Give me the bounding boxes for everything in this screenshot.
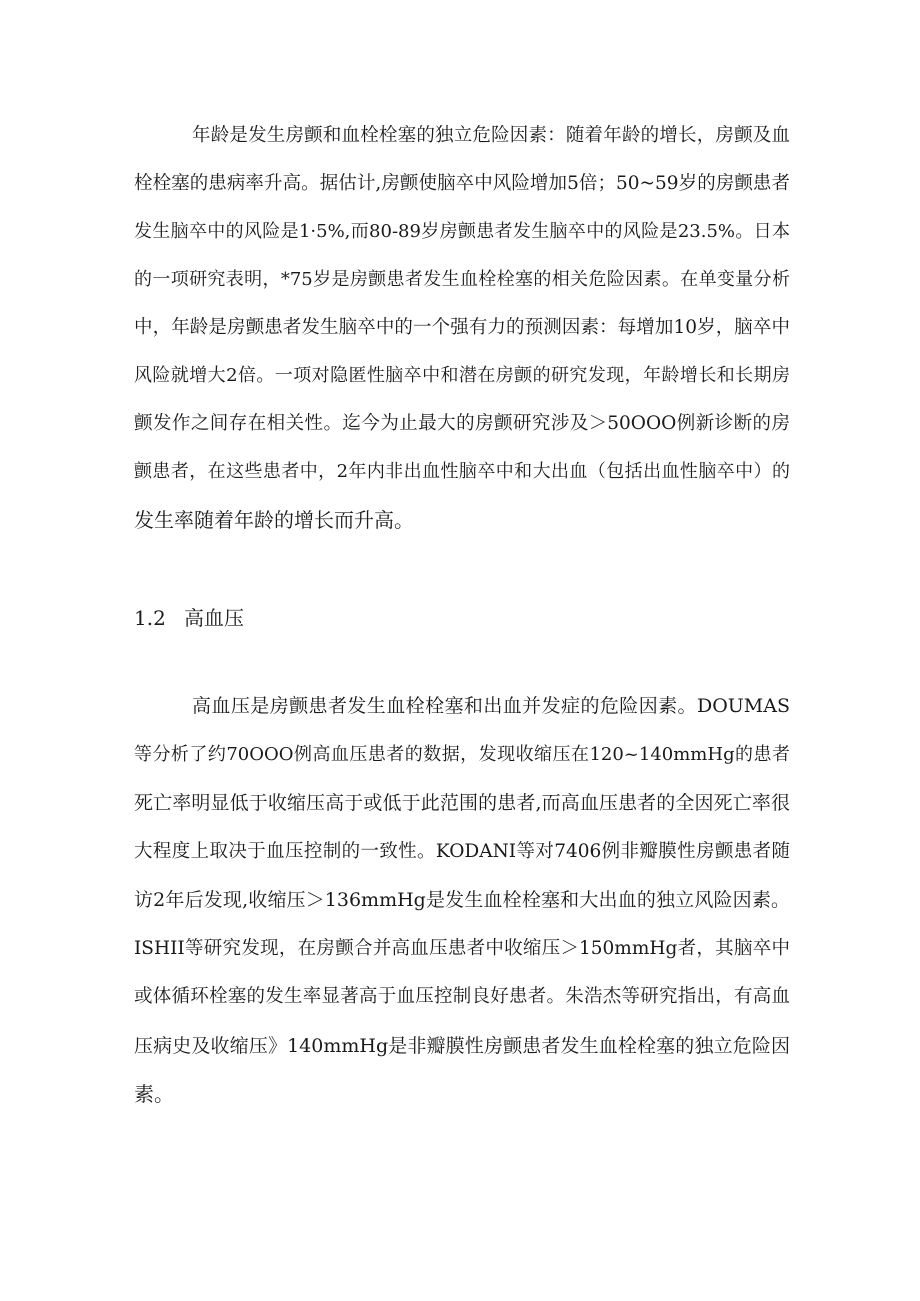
- paragraph-line: 颤患者，在这些患者中，2年内非出血性脑卒中和大出血（包括出血性脑卒中）的: [134, 461, 790, 482]
- section-title: 高血压: [184, 606, 244, 630]
- paragraph-line: 颤发作之间存在相关性。迄今为止最大的房颤研究涉及＞50OOO例新诊断的房: [134, 413, 790, 434]
- paragraph-line: 年龄是发生房颤和血栓栓塞的独立危险因素：随着年龄的增长，房颤及血: [192, 125, 790, 146]
- paragraph-line: 等分析了约70OOO例高血压患者的数据，发现收缩压在120~140mmHg的患者: [134, 744, 790, 765]
- paragraph-line: 中，年龄是房颤患者发生脑卒中的一个强有力的预测因素：每增加10岁，脑卒中: [134, 317, 790, 338]
- paragraph-line: 的一项研究表明，*75岁是房颤患者发生血栓栓塞的相关危险因素。在单变量分析: [134, 269, 790, 290]
- paragraph-line: 访2年后发现,收缩压＞136mmHg是发生血栓栓塞和大出血的独立风险因素。: [134, 889, 790, 911]
- paragraph-line: 大程度上取决于血压控制的一致性。KODANI等对7406例非瓣膜性房颤患者随: [134, 841, 790, 862]
- paragraph-line: ISHII等研究发现，在房颤合并高血压患者中收缩压＞150mmHg者，其脑卒中: [134, 938, 790, 959]
- paragraph-line: 或体循环栓塞的发生率显著高于血压控制良好患者。朱浩杰等研究指出，有高血: [134, 986, 790, 1007]
- paragraph-line: 栓栓塞的患病率升高。据估计,房颤使脑卒中风险增加5倍；50~59岁的房颤患者: [134, 173, 790, 194]
- paragraph-line: 素。: [134, 1082, 174, 1106]
- section-heading: [134, 606, 244, 630]
- paragraph-line: 发生脑卒中的风险是1·5%,而80-89岁房颤患者发生脑卒中的风险是23.5%。日本: [134, 221, 790, 242]
- paragraph-line: 死亡率明显低于收缩压高于或低于此范围的患者,而高血压患者的全因死亡率很: [134, 792, 790, 814]
- paragraph-line: 风险就增大2倍。一项对隐匿性脑卒中和潜在房颤的研究发现，年龄增长和长期房: [134, 365, 790, 386]
- section-number: 1.2: [134, 606, 166, 630]
- paragraph-line: 压病史及收缩压》140mmHg是非瓣膜性房颤患者发生血栓栓塞的独立危险因: [134, 1035, 790, 1057]
- paragraph-line: 发生率随着年龄的增长而升高。: [134, 508, 414, 532]
- paragraph-line: 高血压是房颤患者发生血栓栓塞和出血并发症的危险因素。DOUMAS: [192, 695, 790, 717]
